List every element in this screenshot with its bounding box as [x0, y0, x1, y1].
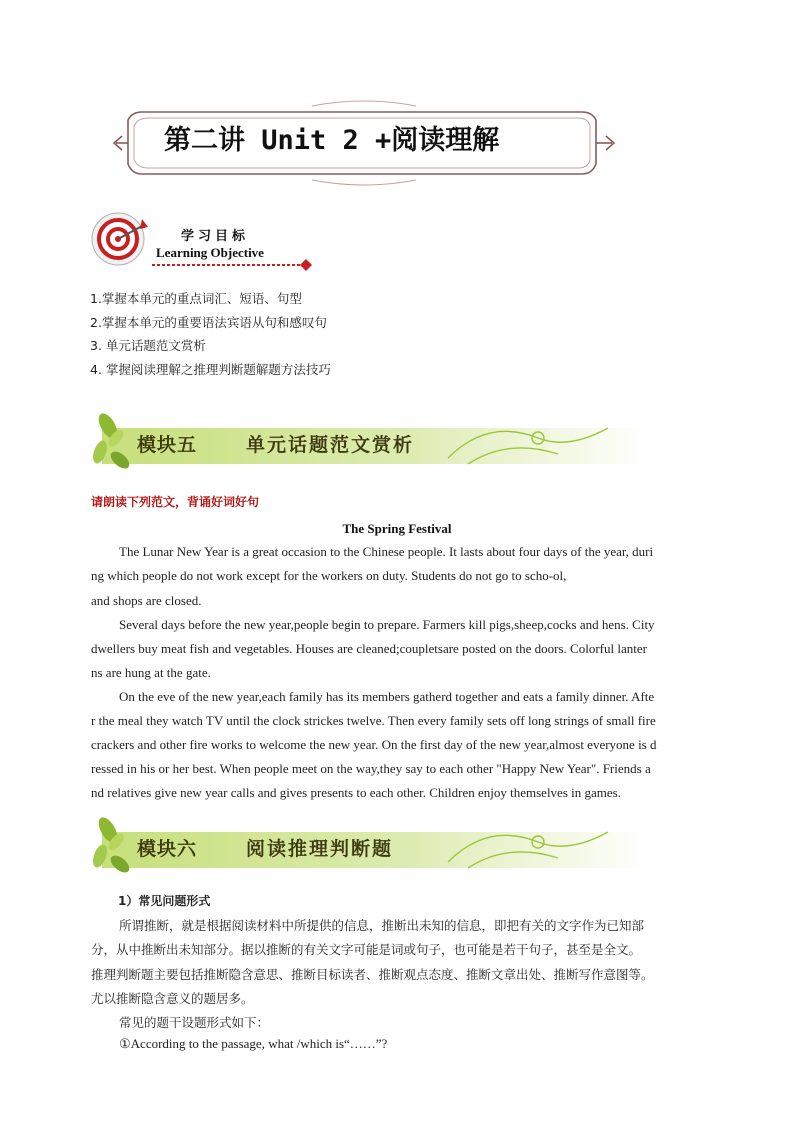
- article-line: crackers and other fire works to welcome the new year. On the first day of the new year,almost everyone is d: [91, 737, 657, 752]
- article-line: and shops are closed.: [91, 593, 202, 608]
- article-line: ng which people do not work except for the workers on duty. Students do not go to scho-ol,: [91, 568, 567, 583]
- objective-item: 1.掌握本单元的重点词汇、短语、句型: [90, 291, 302, 306]
- module-banner-5: [88, 408, 648, 478]
- article-line: On the eve of the new year,each family has its members gatherd together and eats a family dinner. Afte: [119, 689, 655, 704]
- instruction-text: 请朗读下列范文，背诵好词好句: [91, 495, 260, 509]
- page-title: 第二讲 Unit 2 +阅读理解: [164, 125, 500, 156]
- article-title: The Spring Festival: [342, 521, 452, 536]
- module-label: 模块五: [137, 434, 198, 456]
- objective-item: 4. 掌握阅读理解之推理判断题解题方法技巧: [90, 361, 331, 377]
- learning-objective-badge: [88, 207, 320, 275]
- module-title: 阅读推理判断题: [246, 838, 394, 860]
- article-line: ns are hung at the gate.: [91, 665, 211, 680]
- article-line: nd relatives give new year calls and gives presents to each other. Children enjoy themselves in games.: [91, 785, 621, 800]
- section-heading: 1）常见问题形式: [118, 894, 211, 908]
- learning-objective-cn-label: 学习目标: [181, 229, 250, 244]
- diamond-icon: [300, 259, 312, 271]
- article-line: r the meal they watch TV until the clock strickes twelve. Then every family sets off long strings of small fire: [91, 713, 656, 728]
- section-line: 所谓推断，就是根据阅读材料中所提供的信息，推断出未知的信息，即把有关的文字作为已知部: [119, 918, 645, 933]
- section-line: 推理判断题主要包括推断隐含意思、推断目标读者、推断观点态度、推断文章出处、推断写作意图等。: [91, 967, 654, 982]
- section-line: 尤以推断隐含意义的题居多。: [91, 991, 254, 1006]
- article-line: dwellers buy meat fish and vegetables. Houses are cleaned;coupletsare posted on the doors. Colorful lanter: [91, 641, 647, 656]
- article-line: ressed in his or her best. When people meet on the way,they say to each other "Happy New Year". Friends a: [91, 761, 651, 776]
- module-banner-6: [88, 812, 648, 882]
- section-line: ①According to the passage, what /which is“……”?: [119, 1036, 388, 1051]
- target-icon: [92, 213, 148, 265]
- module-title: 单元话题范文赏析: [246, 434, 415, 456]
- title-banner: [112, 98, 616, 188]
- objective-item: 2.掌握本单元的重要语法宾语从句和感叹句: [90, 314, 327, 330]
- objective-item: 3. 单元话题范文赏析: [90, 338, 206, 353]
- objective-list: [90, 287, 331, 381]
- article-line: The Lunar New Year is a great occasion to the Chinese people. It lasts about four days of the year, duri: [119, 544, 654, 559]
- learning-objective-en-label: Learning Objective: [156, 245, 264, 260]
- section-line: 常见的题干设题形式如下：: [119, 1015, 270, 1030]
- module-label: 模块六: [137, 838, 198, 860]
- article-line: Several days before the new year,people begin to prepare. Farmers kill pigs,sheep,cocks and hens. City: [119, 617, 655, 632]
- section-line: 分，从中推断出未知部分。据以推断的有关文字可能是词或句子，也可能是若干句子，甚至是全文。: [91, 942, 642, 957]
